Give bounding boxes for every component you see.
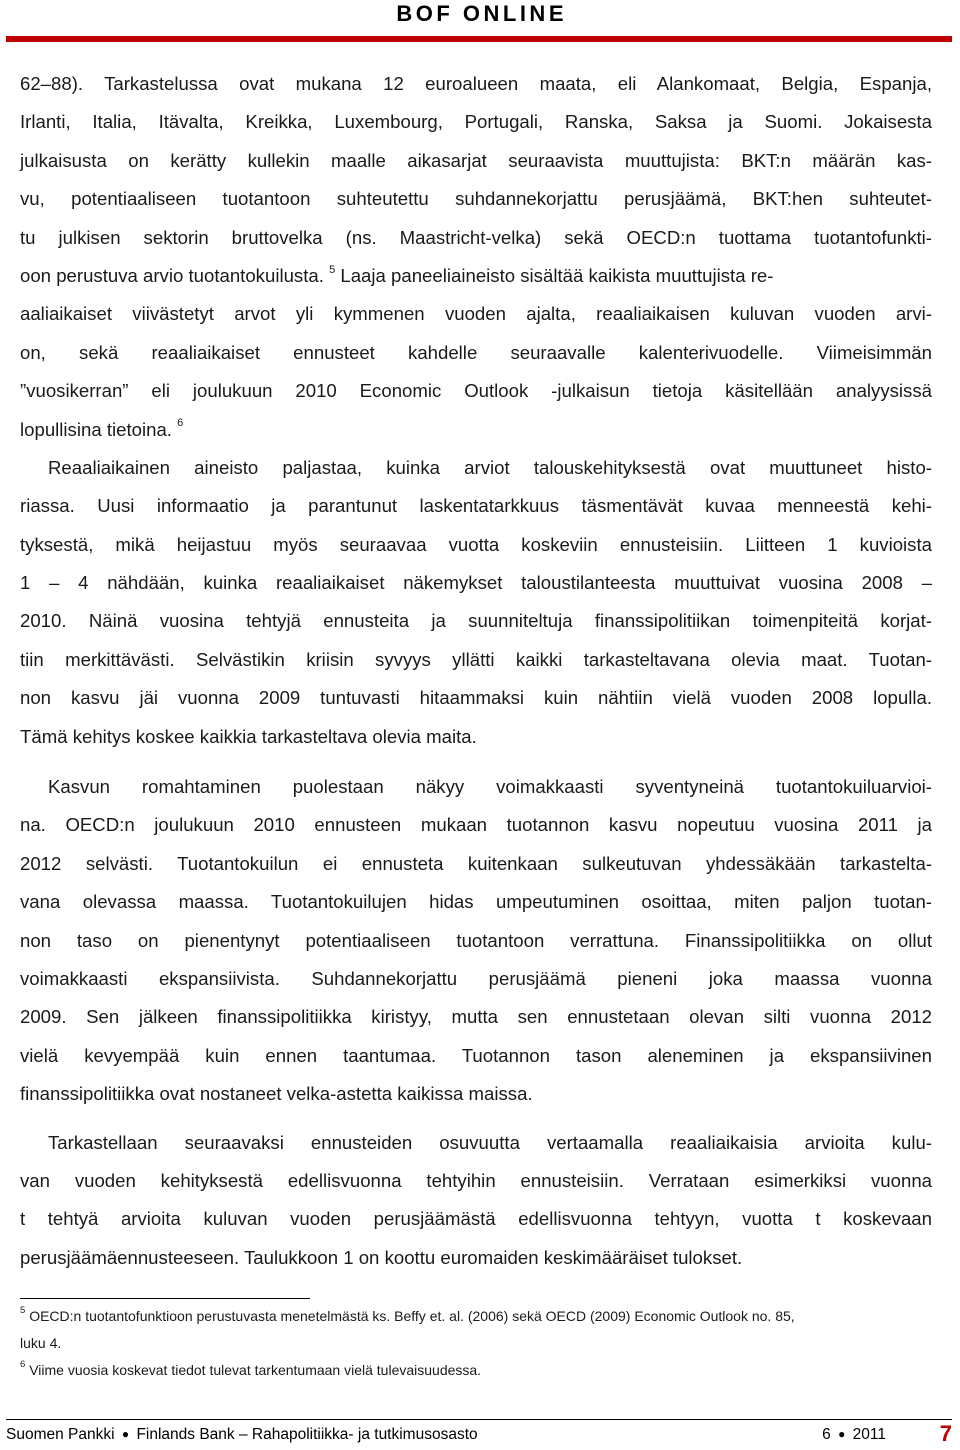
text-line: tyksestä, mikä heijastuu myös seuraavaa vuotta koskeviin ennusteisiin. Liitteen 1 kuvioista <box>20 533 932 555</box>
text-line: perusjäämäennusteeseen. Taulukkoon 1 on koottu euromaiden keskimääräiset tulokset. <box>20 1246 743 1268</box>
text-line: Reaaliaikainen aineisto paljastaa, kuinka arviot talouskehityksestä ovat muuttuneet histo- <box>48 456 932 478</box>
publication-title: BOF ONLINE <box>396 1 567 26</box>
footer-divider <box>6 1419 952 1420</box>
text-line: aaliaikaiset viivästetyt arvot yli kymmenen vuoden ajalta, reaaliaikaisen kuluvan vuoden arvi- <box>20 303 932 325</box>
footnote-5-continued: luku 4. <box>20 1335 62 1351</box>
text-line-part: lopullisina tietoina. <box>20 418 172 440</box>
text-line: julkaisusta on kerätty kullekin maalle aikasarjat seuraavista muuttujista: BKT:n määrän kas- <box>20 149 932 171</box>
text-line: van vuoden kehityksestä edellisvuonna tehtyihin ennusteisiin. Verrataan esimerkiksi vuonna <box>20 1169 932 1191</box>
text-line: 1 – 4 nähdään, kuinka reaaliaikaiset näkemykset taloustilanteesta muuttuivat vuosina 2008 – <box>20 572 932 594</box>
page-header <box>0 0 960 36</box>
footnote-divider <box>20 1298 310 1299</box>
text-line: Tarkastellaan seuraavaksi ennusteiden osuvuutta vertaamalla reaaliaikaisia arvioita kulu- <box>48 1131 932 1153</box>
text-line: non taso on pienentynyt potentiaaliseen tuotantoon verrattuna. Finanssipolitiikka on ollut <box>20 929 932 951</box>
footnote-marker: 5 <box>20 1305 26 1317</box>
text-line: na. OECD:n joulukuun 2010 ennusteen mukaan tuotannon kasvu nopeutuu vuosina 2011 ja <box>20 814 932 836</box>
text-line: 2009. Sen jälkeen finanssipolitiikka kiristyy, mutta sen ennustetaan olevan silti vuonna 2012 <box>20 1006 932 1028</box>
bullet-icon: ● <box>838 1427 846 1441</box>
text-line: tu julkisen sektorin bruttovelka (ns. Maastricht-velka) sekä OECD:n tuottama tuotantofunkti- <box>20 226 932 248</box>
footnote-ref-6[interactable]: 6 <box>177 417 184 430</box>
text-line <box>20 257 932 295</box>
footnotes <box>20 1303 932 1384</box>
body-text <box>20 65 932 1277</box>
footer-department: Rahapolitiikka- ja tutkimusosasto <box>251 1426 478 1443</box>
footer-institution: Suomen Pankki <box>6 1426 115 1443</box>
text-line: finanssipolitiikka ovat nostaneet velka-astetta kaikissa maissa. <box>20 1083 533 1105</box>
text-line: voimakkaasti ekspansiivista. Suhdannekorjattu perusjäämä pieneni joka maassa vuonna <box>20 967 932 989</box>
footnote-text: Viime vuosia koskevat tiedot tulevat tarkentumaan vielä tulevaisuudessa. <box>29 1362 482 1378</box>
paragraph-1 <box>20 65 932 449</box>
footnote-marker: 6 <box>20 1359 26 1371</box>
footnote-text: OECD:n tuotantofunktioon perustuvasta menetelmästä ks. Beffy et. al. (2006) sekä OECD (2009) Economic Outlook no. 85, <box>29 1308 795 1324</box>
text-line: non kasvu jäi vuonna 2009 tuntuvasti hitaammaksi kuin nähtiin vielä vuoden 2008 lopulla. <box>20 687 932 709</box>
text-line: Irlanti, Italia, Itävalta, Kreikka, Luxembourg, Portugali, Ranska, Saksa ja Suomi. Jokaisesta <box>20 111 932 133</box>
text-line: vu, potentiaaliseen tuotantoon suhteutettu suhdannekorjattu perusjäämä, BKT:hen suhteutet- <box>20 188 932 210</box>
paragraph-3 <box>20 768 932 1114</box>
header-divider <box>6 36 952 42</box>
text-line <box>20 411 932 449</box>
footnote-6 <box>20 1357 932 1384</box>
paragraph-4 <box>20 1124 932 1278</box>
page-number: 7 <box>939 1421 952 1446</box>
text-line: on, sekä reaaliaikaiset ennusteet kahdelle seuraavalle kalenterivuodelle. Viimeisimmän <box>20 341 932 363</box>
footer-issue <box>822 1426 886 1444</box>
text-line: vielä kevyempää kuin ennen taantumaa. Tuotannon tason aleneminen ja ekspansiivinen <box>20 1044 932 1066</box>
text-line: Kasvun romahtaminen puolestaan näkyy voimakkaasti syventyneinä tuotantokuiluarvioi- <box>48 776 932 798</box>
bullet-icon: ● <box>121 1427 130 1441</box>
text-line: tiin merkittävästi. Selvästikin kriisin syvyys yllätti kaikki tarkasteltavana olevia maat. Tuotan- <box>20 648 932 670</box>
text-line: 2012 selvästi. Tuotantokuilun ei ennusteta kuitenkaan sulkeutuvan yhdessäkään tarkastelta- <box>20 852 932 874</box>
text-line-part: oon perustuva arvio tuotantokuilusta. <box>20 264 324 286</box>
issue-number: 6 <box>822 1426 831 1443</box>
dash-separator: – <box>238 1426 248 1443</box>
text-line: t tehtyä arvioita kuluvan vuoden perusjäämästä edellisvuonna tehtyyn, vuotta t koskevaan <box>20 1208 932 1230</box>
footnote-ref-5[interactable]: 5 <box>329 263 336 276</box>
text-line: vana olevassa maassa. Tuotantokuilujen hidas umpeutuminen osoittaa, miten paljon tuotan- <box>20 891 932 913</box>
text-line: 2010. Näinä vuosina tehtyjä ennusteita ja suunniteltuja finanssipolitiikan toimenpiteitä korjat- <box>20 610 932 632</box>
text-line: Tämä kehitys koskee kaikkia tarkasteltava olevia maita. <box>20 725 477 747</box>
text-line: 62–88). Tarkastelussa ovat mukana 12 euroalueen maata, eli Alankomaat, Belgia, Espanja, <box>20 73 932 94</box>
paragraph-spacer <box>20 756 932 768</box>
issue-year: 2011 <box>852 1426 886 1443</box>
page-footer <box>6 1421 952 1448</box>
text-line: ”vuosikerran” eli joulukuun 2010 Economic Outlook -julkaisun tietoja käsitellään analyysissä <box>20 380 932 402</box>
footer-publisher <box>6 1426 478 1444</box>
text-line: riassa. Uusi informaatio ja parantunut laskentatarkkuus täsmentävät kuvaa menneestä kehi- <box>20 495 932 517</box>
footnote-5 <box>20 1303 932 1330</box>
text-line-part: Laaja paneeliaineisto sisältää kaikista muuttujista re- <box>340 264 774 286</box>
paragraph-spacer <box>20 1114 932 1124</box>
footer-bank: Finlands Bank <box>136 1426 235 1443</box>
paragraph-2 <box>20 449 932 756</box>
